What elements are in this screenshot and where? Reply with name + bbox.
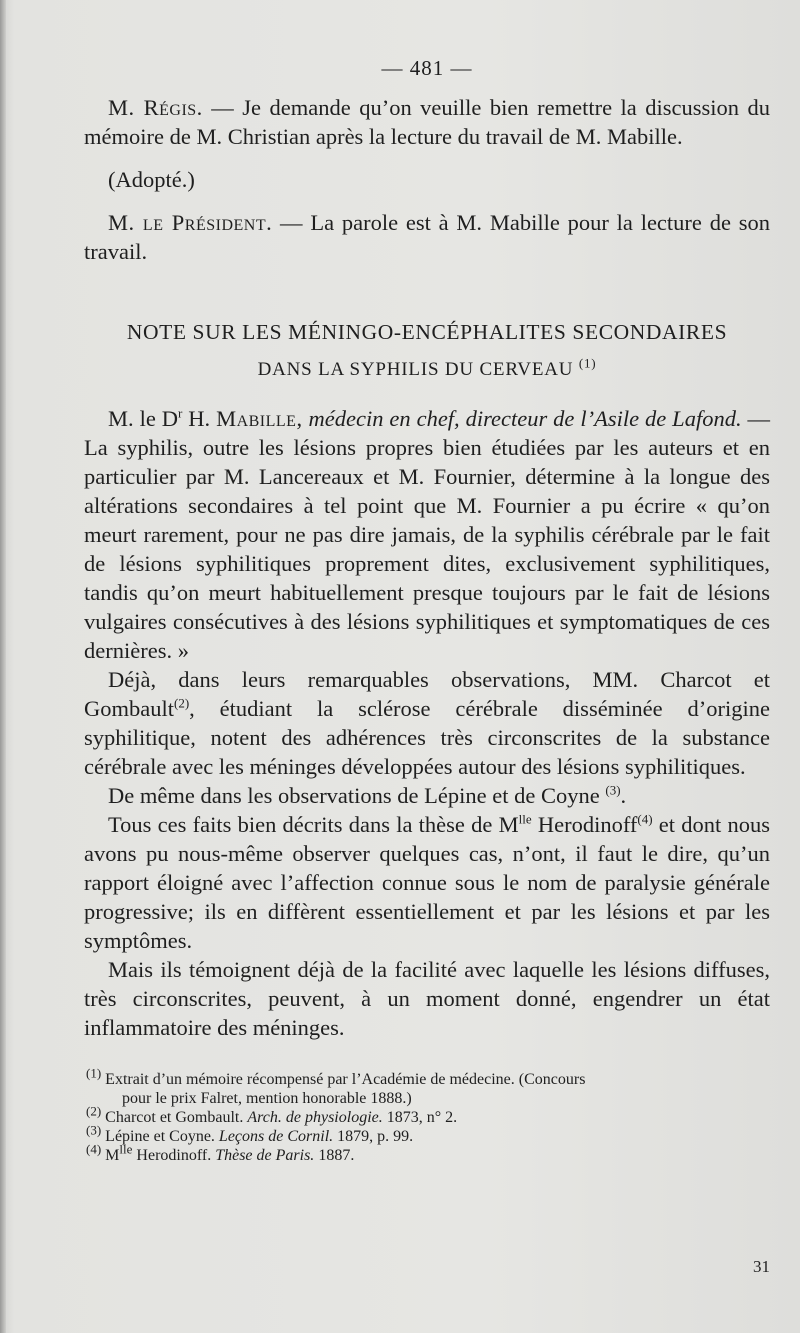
footnote-ref-2: (2): [174, 695, 190, 711]
author-lead2: H.: [182, 406, 217, 431]
paragraph-herodinoff: [84, 810, 770, 955]
speaker-president: M. le Président.: [108, 210, 273, 235]
footnote-1-text: Extrait d’un mémoire récompensé par l’Académie de médecine. (Concours: [101, 1071, 586, 1088]
paragraph-lepine-a: De même dans les observations de Lépine et de Coyne: [108, 783, 606, 808]
signature-mark: 31: [753, 1257, 770, 1276]
footnote-4-num: (4): [86, 1141, 102, 1157]
article-title-line2-text: DANS LA SYPHILIS DU CERVEAU: [257, 359, 574, 380]
paragraph-lepine: [84, 781, 770, 810]
paragraph-mabille-text: — La syphilis, outre les lésions propres bien étudiées par les auteurs et en particulier par M. Lancereaux et M. Fournier, détermine à la longue des altérations secondaires à tel point que M. Fournier a pu écrire « qu’on meurt rarement, pour ne pas dire jamais, de la syphilis cérébrale par le fait de lésions syphilitiques proprement dites, exclusivement syphilitiques, tandis qu’on meurt habituellement presque toujours par le fait de lésions vulgaires consécutives à des lésions syphilitiques et symptomatiques de ces dernières. »: [84, 406, 771, 663]
paragraph-regis: [84, 93, 770, 151]
footnote-3-post: 1879, p. 99.: [333, 1128, 414, 1145]
paragraph-president: [84, 208, 770, 266]
page-edge-shadow: [0, 0, 6, 1333]
footnote-2-num: (2): [86, 1103, 102, 1119]
author-lead: M. le D: [108, 406, 178, 431]
author-role: médecin en chef, directeur de l’Asile de Lafond.: [302, 406, 742, 431]
footnote-4: [84, 1141, 770, 1165]
paragraph-herodinoff-sup: lle: [518, 811, 532, 827]
paragraph-charcot-a: Déjà, dans leurs remarquables observations, MM. Charcot et Gombault: [84, 667, 770, 721]
footnote-4-ital: Thèse de Paris.: [215, 1147, 315, 1164]
footnote-ref-3: (3): [605, 782, 621, 798]
footnote-3: [84, 1122, 770, 1146]
speaker-regis: M. Régis.: [108, 95, 203, 120]
paragraph-adopte: (Adopté.): [108, 167, 195, 192]
paragraph-mabille: [84, 404, 770, 665]
paragraph-president-text: — La parole est à M. Mabille pour la lecture de son travail.: [84, 210, 770, 264]
footnote-4-sup: lle: [119, 1141, 133, 1157]
page-number: — 481 —: [381, 56, 473, 80]
footnote-4-pre: M: [101, 1147, 120, 1164]
footnote-2-pre: Charcot et Gombault.: [101, 1109, 248, 1126]
article-title-line1: NOTE SUR LES MÉNINGO-ENCÉPHALITES SECONDAIRES: [126, 320, 728, 344]
footnotes: [84, 1065, 770, 1165]
footnote-2-post: 1873, n° 2.: [382, 1109, 458, 1126]
footnote-3-ital: Leçons de Cornil.: [218, 1128, 334, 1145]
page-content: [84, 56, 770, 1165]
footnote-4-pre2: Herodinoff.: [132, 1147, 216, 1164]
author-name: Mabille,: [216, 406, 303, 431]
footnote-2-ital: Arch. de physiologie.: [247, 1109, 383, 1126]
paragraph-herodinoff-a: Tous ces faits bien décrits dans la thèse de M: [108, 812, 519, 837]
paragraph-herodinoff-c: et dont nous avons pu nous-même observer quelques cas, n’ont, il faut le dire, qu’un rapport éloigné avec l’affection connue sous le nom de paralysie générale progressive; ils en diffèrent essentiellement et par les lésions et par les symptômes.: [84, 812, 771, 953]
footnote-2: [84, 1103, 770, 1127]
paragraph-charcot-b: , étudiant la sclérose cérébrale disséminée d’origine syphilitique, notent des adhérences très circonscrites de la substance cérébrale avec les méninges développées autour des lésions syphilitiques.: [84, 696, 770, 779]
footnote-3-num: (3): [86, 1122, 102, 1138]
paragraph-mais: Mais ils témoignent déjà de la facilité avec laquelle les lésions diffuses, très circonscrites, peuvent, à un moment donné, engendrer un état inflammatoire des méninges.: [84, 957, 770, 1040]
footnote-1: [84, 1065, 770, 1108]
paragraph-lepine-b: .: [620, 783, 627, 808]
footnote-3-pre: Lépine et Coyne.: [101, 1128, 219, 1145]
paragraph-herodinoff-b: Herodinoff: [531, 812, 638, 837]
footnote-4-post: 1887.: [314, 1147, 355, 1164]
author-lead-sup: r: [177, 405, 183, 421]
footnote-1-cont: pour le prix Falret, mention honorable 1888.): [122, 1090, 412, 1107]
paragraph-charcot: [84, 665, 770, 781]
paragraph-regis-text: — Je demande qu’on veuille bien remettre la discussion du mémoire de M. Christian après la lecture du travail de M. Mabille.: [84, 95, 770, 149]
footnote-1-num: (1): [86, 1065, 102, 1081]
footnote-ref-1: (1): [578, 355, 597, 371]
article-title-line2: [84, 356, 770, 384]
footnote-ref-4: (4): [637, 811, 653, 827]
